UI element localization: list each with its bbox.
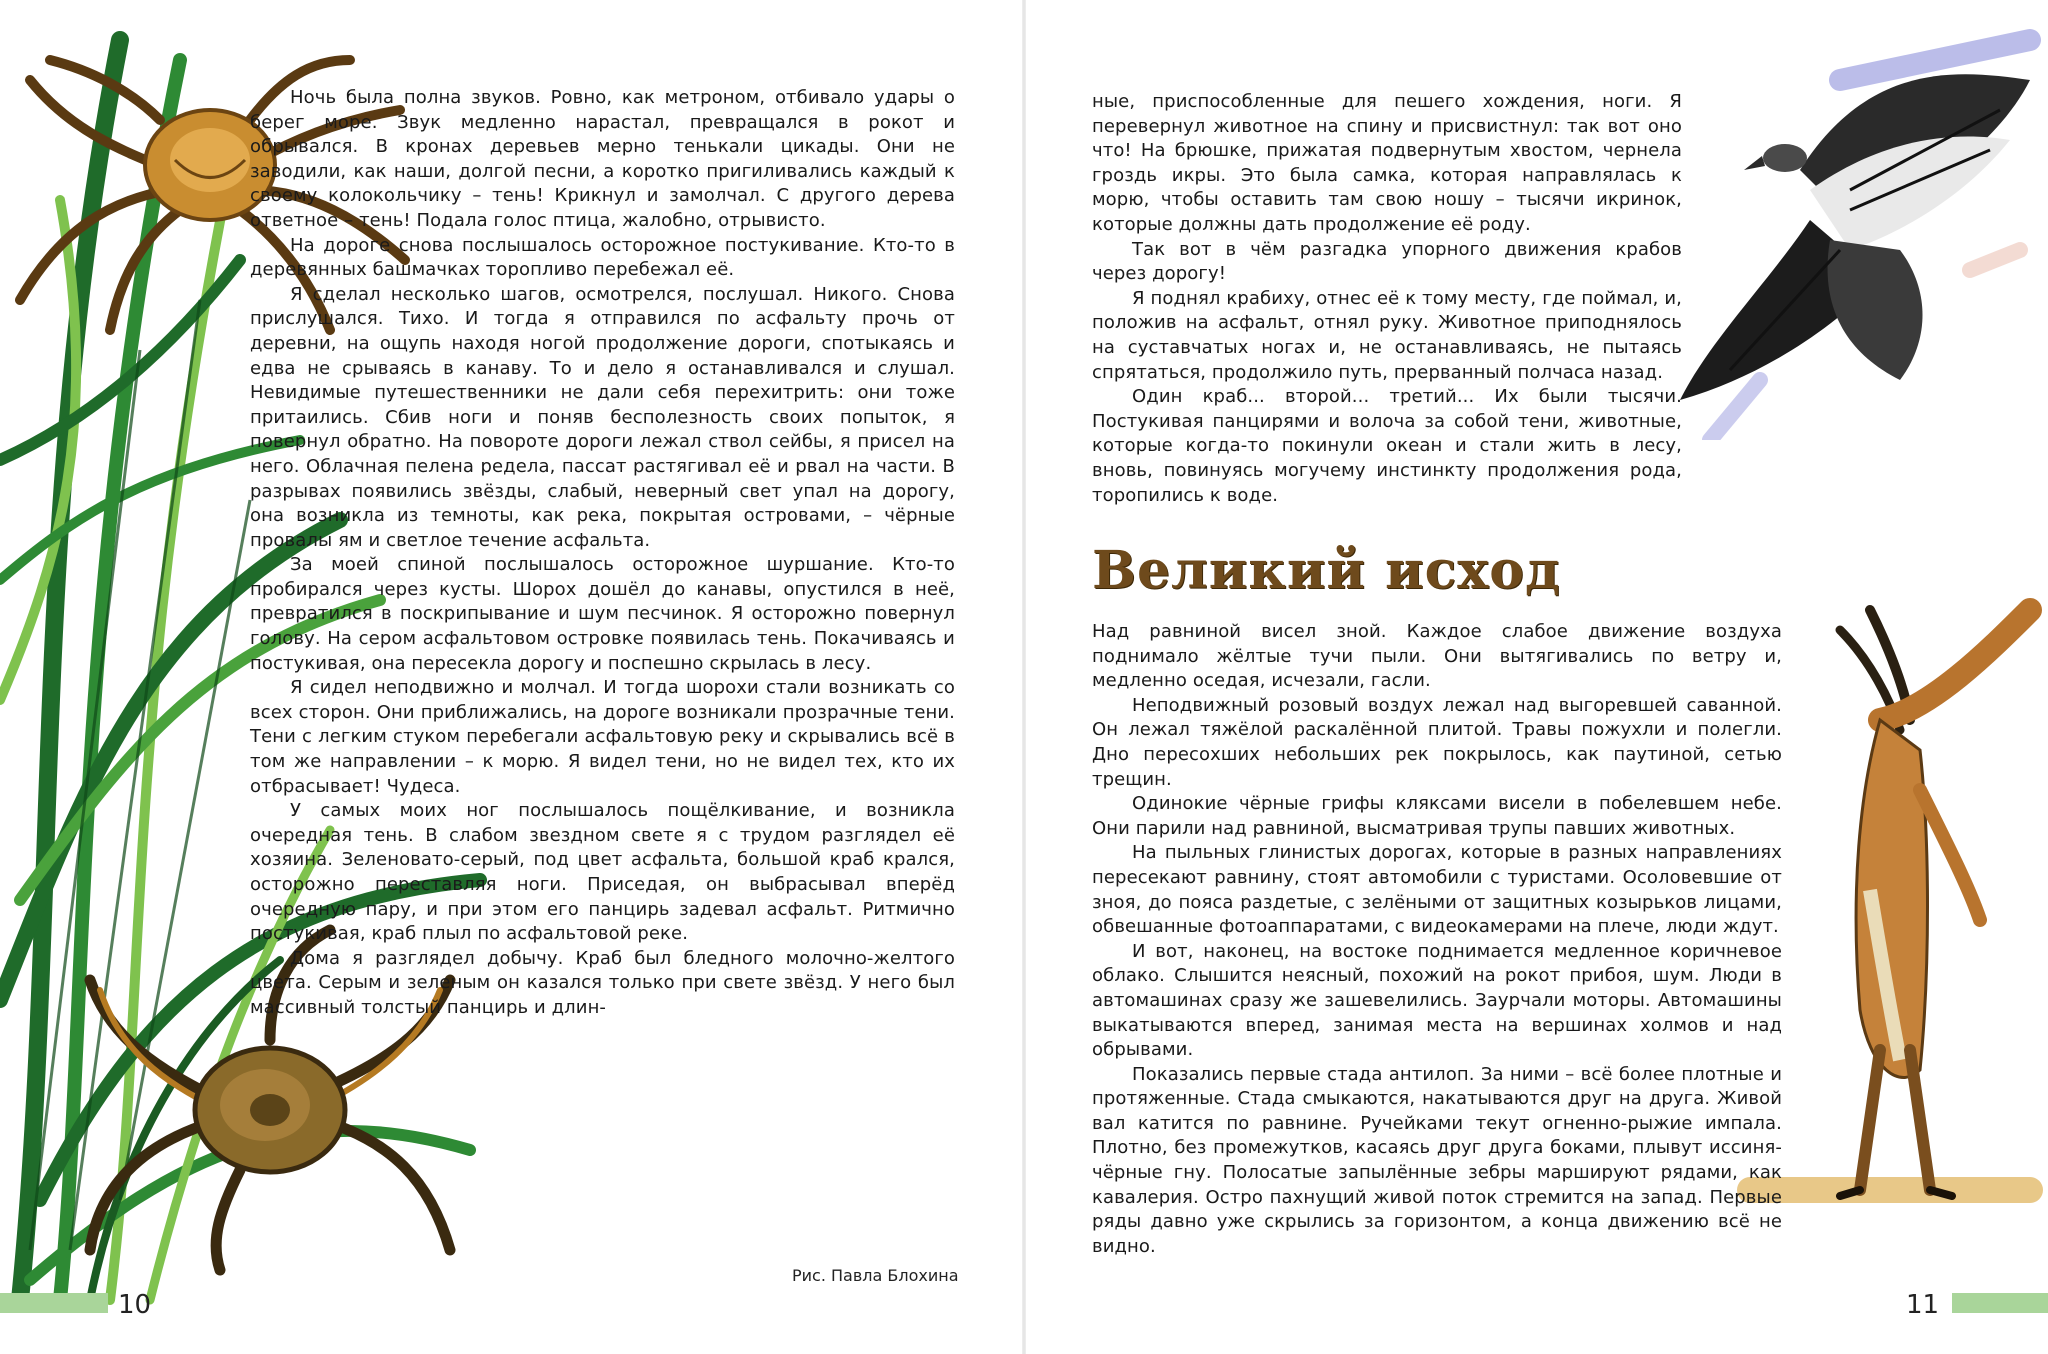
page-number-bar [0,1293,108,1313]
paragraph: Один краб... второй... третий... Их были тысячи. Постукивая панцирями и волоча за собой тени, животные, которые когда-то покинули океан и стали жить в лесу, вновь, повинуясь могучему инстинкту продолжения рода, торопились к воде. [1092,386,1682,506]
paragraph: Показались первые стада антилоп. За ними – всё более плотные и протяженные. Стада смыкаются, накатываются друг на друга. Живой вал катится по равнине. Ручейками текут огненно-рыжие импала. Плотно, без промежутков, касаясь друг друга боками, плывут иссиня-чёрные гну. Полосатые запылённые зебры маршируют рядами, как кавалерия. Остро пахнущий живой поток стремится на запад. Первые ряды давно уже скрылись за горизонтом, а конца движению всё не видно. [1092,1063,1782,1257]
left-page-text [250,86,955,1021]
paragraph: За моей спиной послышалось осторожное шуршание. Кто-то пробирался через кусты. Шорох дошёл до канавы, опустился в неё, превратился в поскрипывание и шум песчинок. Я осторожно повернул голову. На сером асфальтовом островке появилась тень. Покачиваясь и постукивая, она пересекла дорогу и поспешно скрылась в лесу. [250,554,955,674]
page-number: 11 [1906,1290,1940,1320]
paragraph: Я сидел неподвижно и молчал. И тогда шорохи стали возникать со всех сторон. Они приближались, на дороге возникали прозрачные тени. Тени с легким стуком перебегали асфальтовую реку и скрывались всё в том же направлении – к морю. Я видел тени, но не видел тех, кто их отбрасывает! Чудеса. [250,677,955,797]
section-heading: Великий исход [1092,540,1561,601]
paragraph: Дома я разглядел добычу. Краб был бледного молочно-желтого цвета. Серым и зеленым он казался только при свете звёзд. У него был массивный толстый панцирь и длин- [250,947,955,1018]
right-page-text-bottom [1092,620,1782,1259]
paragraph: Неподвижный розовый воздух лежал над выгоревшей саванной. Он лежал тяжёлой раскалённой плитой. Травы пожухли и полегли. Дно пересохших небольших рек покрылось, как паутиной, сетью трещин. [1092,694,1782,790]
right-page-text-top [1092,90,1682,508]
paragraph: У самых моих ног послышалось пощёлкивание, и возникла очередная тень. В слабом звездном свете я с трудом разглядел её хозяина. Зеленовато-серый, под цвет асфальта, большой краб крался, осторожно переставляя ноги. Приседая, он выбрасывал вперёд очередную пару, и при этом его панцирь задевал асфальт. Ритмично постукивая, краб плыл по асфальтовой реке. [250,800,955,945]
paragraph: Ночь была полна звуков. Ровно, как метроном, отбивало удары о берег море. Звук медленно нарастал, превращался в рокот и обрывался. В кронах деревьев мерно тенькали цикады. Они не заводили, как наши, долгой песни, а коротко пригиливались каждый к своему колокольчику – тень! Крикнул и замолчал. С другого дерева ответное – тень! Подала голос птица, жалобно, отрывисто. [250,87,955,231]
paragraph: Так вот в чём разгадка упорного движения крабов через дорогу! [1092,238,1682,285]
paragraph: Над равниной висел зной. Каждое слабое движение воздуха поднимало жёлтые тучи пыли. Они вытягивались по ветру и, медленно оседая, исчезали, гасли. [1092,621,1782,692]
page-number-bar [1952,1293,2048,1313]
paragraph: ные, приспособленные для пешего хождения, ноги. Я перевернул животное на спину и присвистнул: так вот оно что! На брюшке, прижатая подвернутым хвостом, чернела гроздь икры. Это была самка, которая направлялась к морю, чтобы оставить там свою ношу – тысячи икринок, которые должны дать продолжение её роду. [1092,91,1682,235]
paragraph: На пыльных глинистых дорогах, которые в разных направлениях пересекают равнину, стоят автомобили с туристами. Осоловевшие от зноя, до пояса раздетые, с зелёными от защитных козырьков лицами, обвешанные фотоаппаратами, с видеокамерами на плече, люди ждут. [1092,842,1782,938]
page-number: 10 [118,1290,152,1320]
paragraph: Одинокие чёрные грифы кляксами висели в побелевшем небе. Они парили над равниной, высматривая трупы павших животных. [1092,793,1782,839]
illustration-credit: Рис. Павла Блохина [792,1266,959,1285]
paragraph: И вот, наконец, на востоке поднимается медленное коричневое облако. Слышится неясный, похожий на рокот прибоя, шум. Люди в автомашинах сразу же зашевелились. Заурчали моторы. Автомашины выкатываются вперед, занимая места на вершинах холмов и над обрывами. [1092,940,1782,1061]
paragraph: Я сделал несколько шагов, осмотрелся, послушал. Никого. Снова прислушался. Тихо. И тогда я отправился по асфальту прочь от деревни, на ощупь находя ногой продолжение дороги, спотыкаясь и едва не срываясь в канаву. То и дело я останавливался и слушал. Невидимые путешественники не дали себя перехитрить: они тоже притаились. Сбив ноги и поняв бесполезность своих попыток, я повернул обратно. На повороте дороги лежал ствол сейбы, я присел на него. Облачная пелена редела, пассат растягивал её и рвал на части. В разрывах появились звёзды, слабый, неверный свет упал на дорогу, она возникла из темноты, как река, покрытая островами, – чёрные провалы ям и светлое течение асфальта. [250,283,955,551]
paragraph: Я поднял крабиху, отнес её к тому месту, где поймал, и, положив на асфальт, отнял руку. Животное приподнялось на суставчатых ногах и, не останавливаясь, не пытаясь спрятаться, продолжило путь, прерванный полчаса назад. [1092,287,1682,383]
paragraph: На дороге снова послышалось осторожное постукивание. Кто-то в деревянных башмачках торопливо перебежал её. [250,234,955,281]
vulture-illustration [1670,20,2048,440]
